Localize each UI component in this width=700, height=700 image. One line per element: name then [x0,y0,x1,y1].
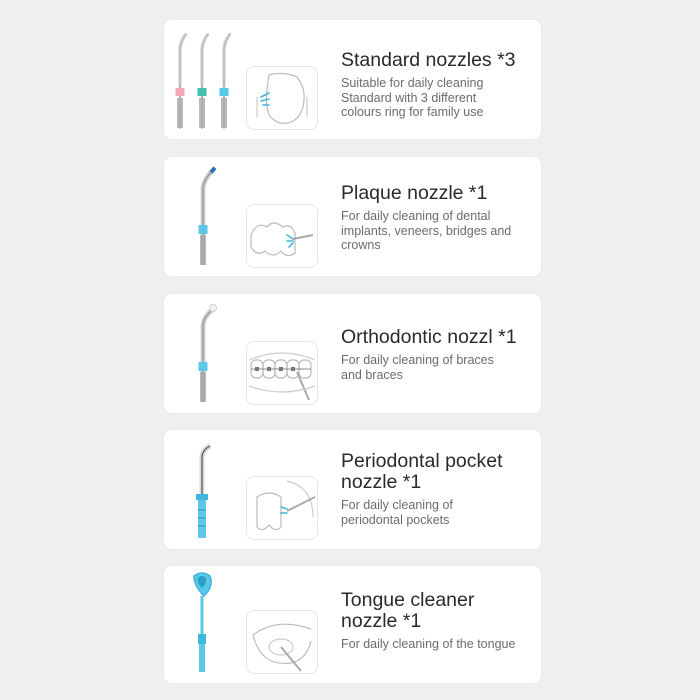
title-line: Tongue cleaner [341,589,475,611]
standard-nozzle-icon [172,20,242,139]
title-line: nozzle *1 [341,610,422,632]
description-line: For daily cleaning of [341,498,453,512]
title-line: Periodontal pocket [341,450,503,472]
mouth-illustration [246,66,318,130]
item-title: Orthodontic nozzl *1 [341,326,517,348]
item-text [341,183,533,253]
mouth-pocket-illustration [246,476,318,540]
description-line: For daily cleaning of the tongue [341,637,516,651]
description-line: colours ring for family use [341,105,484,119]
periodontal-nozzle-icon [172,430,242,549]
item-description [341,637,533,652]
periodontal-nozzle-card [164,430,541,549]
standard-nozzles-card [164,20,541,139]
item-description [341,209,533,253]
description-line: For daily cleaning of dental [341,209,491,223]
description-line: Standard with 3 different [341,90,477,105]
tongue-cleaner-card [164,566,541,683]
item-title [341,451,533,493]
item-text [341,590,533,652]
item-title [341,590,533,632]
item-description [341,76,533,120]
tongue-illustration [246,610,318,674]
item-description [341,498,533,527]
item-title: Plaque nozzle *1 [341,182,488,204]
teeth-illustration [246,204,318,268]
item-text [341,50,533,120]
plaque-nozzle-card [164,157,541,276]
description-line: and braces [341,367,403,382]
title-line: nozzle *1 [341,471,422,493]
description-line: For daily cleaning of braces [341,353,494,367]
orthodontic-nozzle-icon [172,294,242,413]
description-line: Suitable for daily cleaning [341,76,484,90]
plaque-nozzle-icon [172,157,242,276]
description-line: implants, veneers, bridges and [341,223,512,238]
description-line: crowns [341,238,381,252]
description-line: periodontal pockets [341,512,450,527]
item-text [341,327,533,382]
tongue-cleaner-icon [172,566,242,683]
item-description [341,353,533,382]
item-text [341,451,533,527]
braces-illustration [246,341,318,405]
orthodontic-nozzle-card [164,294,541,413]
item-title: Standard nozzles *3 [341,49,516,71]
